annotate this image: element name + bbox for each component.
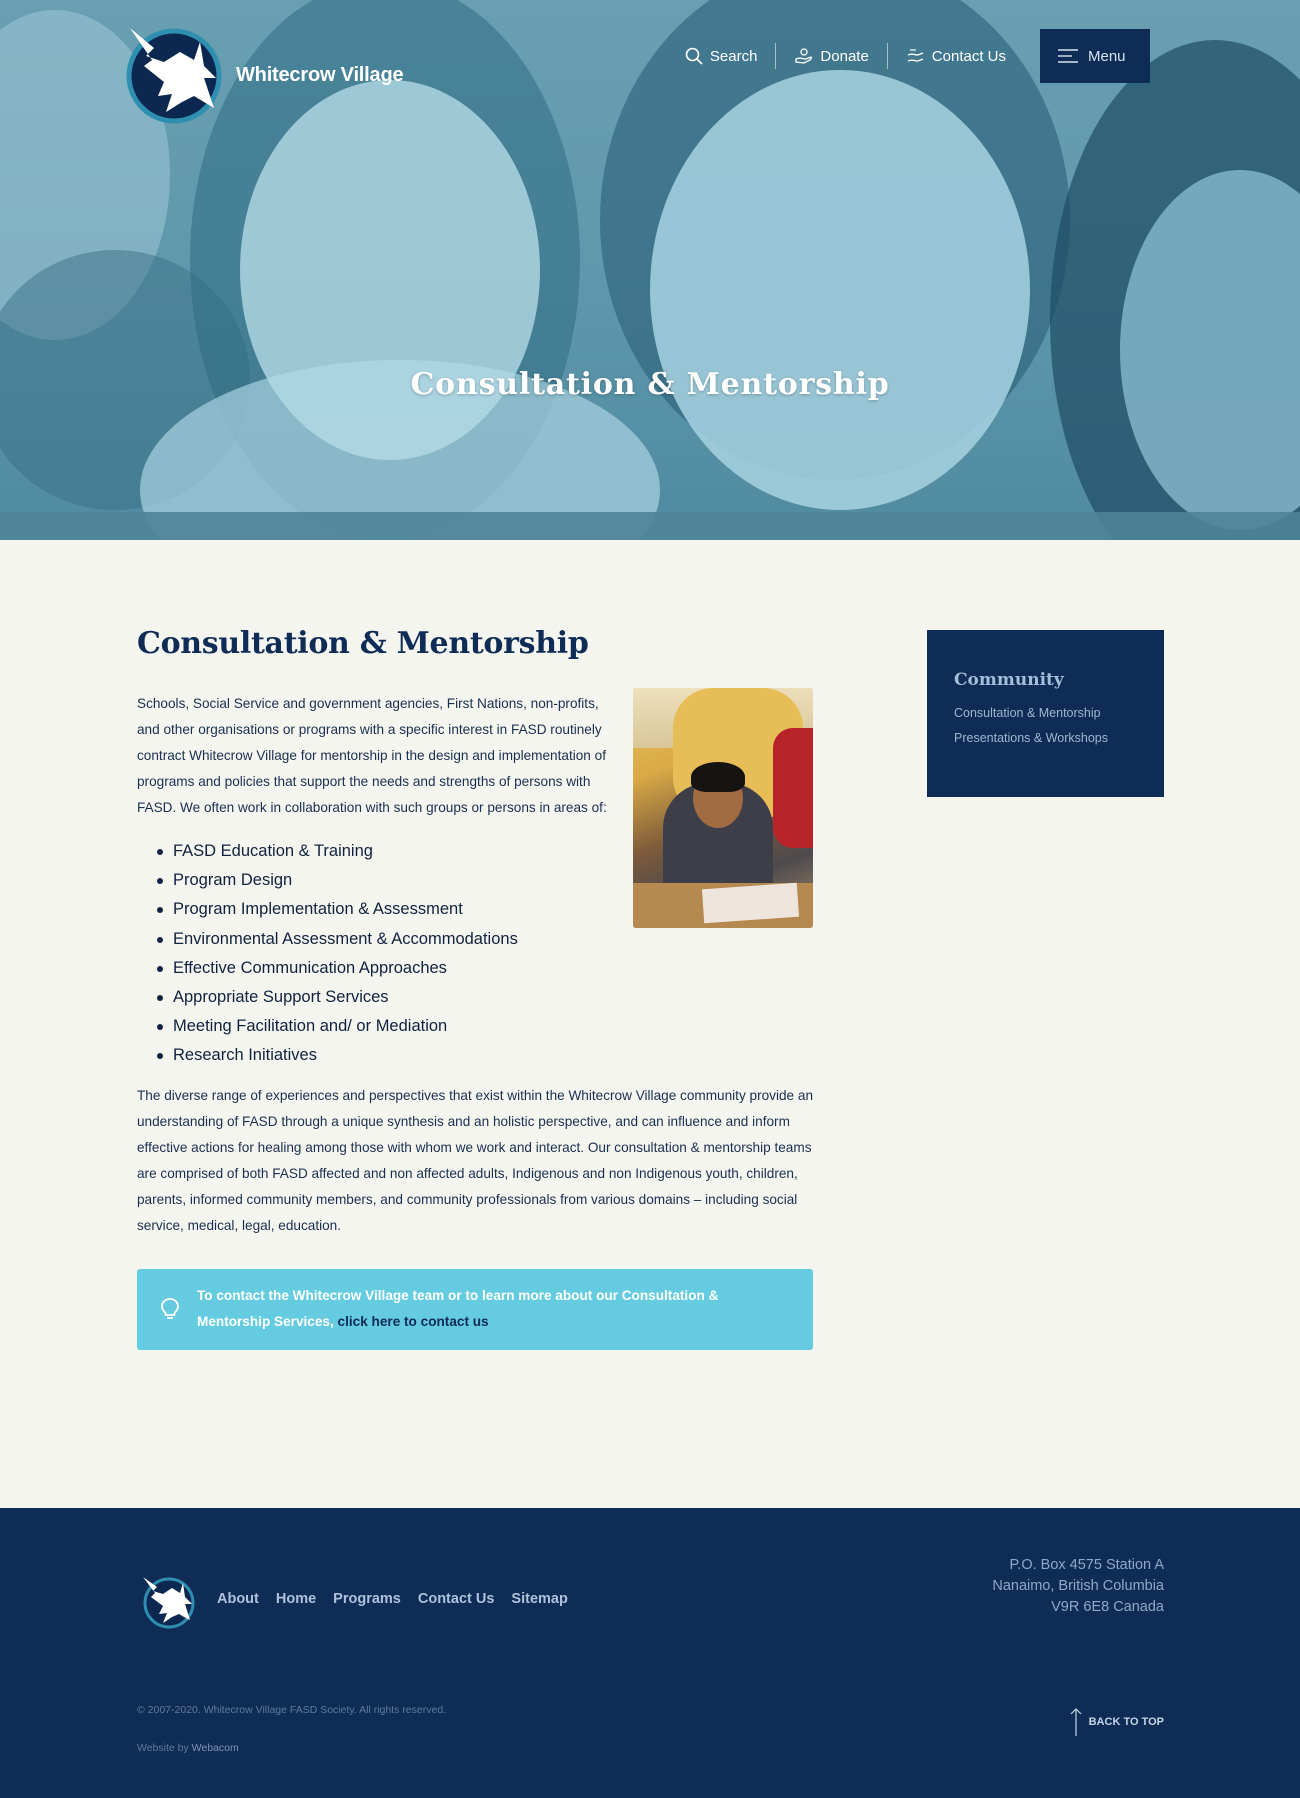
menu-button[interactable] xyxy=(1040,29,1150,83)
callout-message: To contact the Whitecrow Village team or to learn more about our Consultation & Mentorship Services, xyxy=(197,1288,719,1330)
back-to-top-link[interactable] xyxy=(1069,1707,1164,1737)
credit-prefix: Website by xyxy=(137,1742,189,1754)
list-item: Effective Communication Approaches xyxy=(157,954,813,983)
hero-title: Consultation & Mentorship xyxy=(410,367,890,402)
footer-link-programs[interactable]: Programs xyxy=(333,1591,401,1607)
list-item: Meeting Facilitation and/ or Mediation xyxy=(157,1012,813,1041)
hamburger-icon xyxy=(1058,48,1078,64)
site-footer xyxy=(0,1508,1300,1798)
arrow-up-icon xyxy=(1069,1707,1083,1737)
whitecrow-logo-icon xyxy=(124,22,228,126)
top-nav xyxy=(666,29,1150,83)
intro-paragraph: Schools, Social Service and government agencies, First Nations, non-profits, and other organisations or programs with a specific interest in FASD routinely contract Whitecrow Village for mentorship in the design and implementation of programs and policies that support the needs and strengths of persons with FASD. We often work in collaboration with such groups or persons in areas of: xyxy=(137,696,607,815)
address-line: V9R 6E8 Canada xyxy=(1051,1599,1164,1615)
footer-logo-icon[interactable] xyxy=(139,1571,199,1629)
list-item: Appropriate Support Services xyxy=(157,983,813,1012)
list-item: FASD Education & Training xyxy=(157,837,813,866)
footer-link-home[interactable]: Home xyxy=(275,1591,317,1607)
hero-photo-person xyxy=(650,70,1030,510)
search-icon xyxy=(684,46,704,66)
contact-callout xyxy=(137,1269,813,1350)
footer-nav xyxy=(217,1591,585,1607)
list-item: Program Implementation & Assessment xyxy=(157,895,813,924)
copyright-text: © 2007-2020. Whitecrow Village FASD Society. All rights reserved. xyxy=(137,1704,447,1716)
footer-link-about[interactable]: About xyxy=(217,1591,259,1607)
footer-link-sitemap[interactable]: Sitemap xyxy=(511,1591,568,1607)
list-item: Program Design xyxy=(157,866,813,895)
site-credit xyxy=(137,1742,239,1754)
back-to-top-label: BACK TO TOP xyxy=(1088,1716,1164,1728)
page-title: Consultation & Mentorship xyxy=(137,626,589,661)
footer-address xyxy=(992,1555,1164,1618)
hero-photo-person xyxy=(240,80,540,460)
sidebar-title: Community xyxy=(954,670,1064,690)
list-item: Environmental Assessment & Accommodations xyxy=(157,925,813,954)
contact-us-link[interactable]: click here to contact us xyxy=(337,1314,489,1330)
main-content xyxy=(137,626,813,1350)
areas-list xyxy=(157,837,813,1071)
webacom-link[interactable]: Webacom xyxy=(191,1742,239,1754)
site-logo-link[interactable] xyxy=(124,22,403,126)
hero-banner xyxy=(0,0,1300,540)
sidebar-link-consultation[interactable]: Consultation & Mentorship xyxy=(954,706,1101,720)
footer-link-contact[interactable]: Contact Us xyxy=(417,1591,495,1607)
lightbulb-icon xyxy=(159,1297,181,1321)
address-line: P.O. Box 4575 Station A xyxy=(1009,1557,1164,1573)
search-link[interactable] xyxy=(666,43,776,69)
brand-name: Whitecrow Village xyxy=(236,63,404,86)
list-item: Research Initiatives xyxy=(157,1041,813,1070)
body-paragraph: The diverse range of experiences and perspectives that exist within the Whitecrow Village community provide an understanding of FASD through a unique synthesis and an holistic perspective, and can influence and inform effective actions for healing among those with whom we work and interact. Our consultation & mentorship teams are comprised of both FASD affected and non affected adults, Indigenous and non Indigenous youth, children, parents, informed community members, and community professionals from various domains – including social service, medical, legal, education. xyxy=(137,1087,814,1233)
donate-label: Donate xyxy=(820,47,869,65)
search-label: Search xyxy=(709,47,758,65)
sidebar-link-presentations[interactable]: Presentations & Workshops xyxy=(954,731,1109,745)
community-sidebar xyxy=(927,630,1164,797)
menu-label: Menu xyxy=(1088,47,1126,65)
donate-hands-icon xyxy=(794,46,814,66)
address-line: Nanaimo, British Columbia xyxy=(992,1578,1164,1594)
contact-label: Contact Us xyxy=(931,47,1006,65)
contact-hands-icon xyxy=(906,46,926,66)
contact-link[interactable] xyxy=(888,43,1024,69)
hero-bottom-strip xyxy=(0,512,1300,540)
donate-link[interactable] xyxy=(776,43,886,69)
callout-text xyxy=(197,1283,787,1335)
